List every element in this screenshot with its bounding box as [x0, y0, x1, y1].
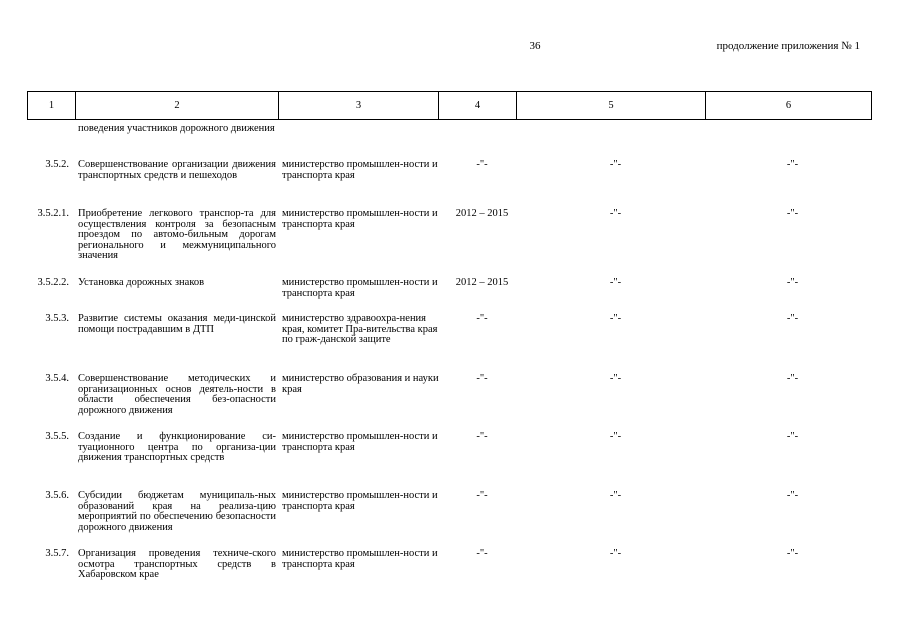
- period: 2012 – 2015: [455, 208, 509, 219]
- executor: министерство промышлен-ности и транспорта края: [282, 431, 438, 453]
- period: -"-: [476, 431, 488, 442]
- period: -"-: [476, 373, 488, 384]
- executor: министерство промышлен-ности и транспорта края: [282, 159, 438, 181]
- result: -"-: [786, 277, 799, 288]
- executor: министерство промышлен-ности и транспорта края: [282, 277, 438, 299]
- measure-name: Совершенствование методических и организационных основ деятель-ности в области обеспечения без-опасности дорожного движения: [78, 373, 276, 416]
- period: -"-: [476, 313, 488, 324]
- result: -"-: [786, 373, 799, 384]
- executor: министерство промышлен-ности и транспорта края: [282, 490, 438, 512]
- item-number: 3.5.4.: [45, 373, 69, 384]
- funding-source: -"-: [609, 373, 622, 384]
- measure-name: Приобретение легкового транспор-та для осуществления контроля за безопасным проездом по автомо-бильным дорогам регионального и межмуниципального значения: [78, 208, 276, 261]
- item-number: 3.5.2.2.: [37, 277, 69, 288]
- column-header: 6: [785, 100, 792, 111]
- measure-name: Субсидии бюджетам муниципаль-ных образований края на реализа-цию мероприятий по обеспечению безопасности дорожного движения: [78, 490, 276, 533]
- executor: министерство промышлен-ности и транспорта края: [282, 548, 438, 570]
- page-number: 36: [529, 40, 541, 52]
- funding-source: -"-: [609, 208, 622, 219]
- period: -"-: [476, 490, 488, 501]
- measure-name: Совершенствование организации движения транспортных средств и пешеходов: [78, 159, 276, 181]
- item-number: 3.5.2.: [45, 159, 69, 170]
- column-header: 1: [28, 92, 76, 119]
- period: -"-: [476, 159, 488, 170]
- result: -"-: [786, 548, 799, 559]
- result: -"-: [786, 208, 799, 219]
- column-header: 2: [76, 92, 279, 119]
- column-header: 3: [279, 92, 439, 119]
- column-header: 5: [517, 92, 706, 119]
- result: -"-: [786, 431, 799, 442]
- measure-name: поведения участников дорожного движения: [78, 123, 275, 134]
- result: -"-: [786, 313, 799, 324]
- column-header: 4: [439, 92, 517, 119]
- result: -"-: [786, 490, 799, 501]
- measure-name: Развитие системы оказания меди-цинской помощи пострадавшим в ДТП: [78, 313, 276, 335]
- result: -"-: [786, 159, 799, 170]
- continuation-label: продолжение приложения № 1: [716, 40, 860, 52]
- item-number: 3.5.6.: [45, 490, 69, 501]
- item-number: 3.5.3.: [45, 313, 69, 324]
- funding-source: -"-: [609, 313, 622, 324]
- item-number: 3.5.2.1.: [37, 208, 69, 219]
- funding-source: -"-: [609, 548, 622, 559]
- period: 2012 – 2015: [455, 277, 509, 288]
- period: -"-: [476, 548, 488, 559]
- measure-name: Создание и функционирование си-туационного центра по организа-ции движения транспортных средств: [78, 431, 276, 463]
- funding-source: -"-: [609, 490, 622, 501]
- funding-source: -"-: [609, 431, 622, 442]
- funding-source: -"-: [609, 159, 622, 170]
- executor: министерство промышлен-ности и транспорта края: [282, 208, 438, 230]
- measure-name: Установка дорожных знаков: [78, 277, 205, 288]
- measure-name: Организация проведения техниче-ского осмотра транспортных средств в Хабаровском крае: [78, 548, 276, 580]
- item-number: 3.5.7.: [45, 548, 69, 559]
- item-number: 3.5.5.: [45, 431, 69, 442]
- table-header: [27, 91, 872, 120]
- executor: министерство образования и науки края: [282, 373, 439, 395]
- executor: министерство здравоохра-нения края, комитет Пра-вительства края по граж-данской защите: [282, 313, 438, 345]
- funding-source: -"-: [609, 277, 622, 288]
